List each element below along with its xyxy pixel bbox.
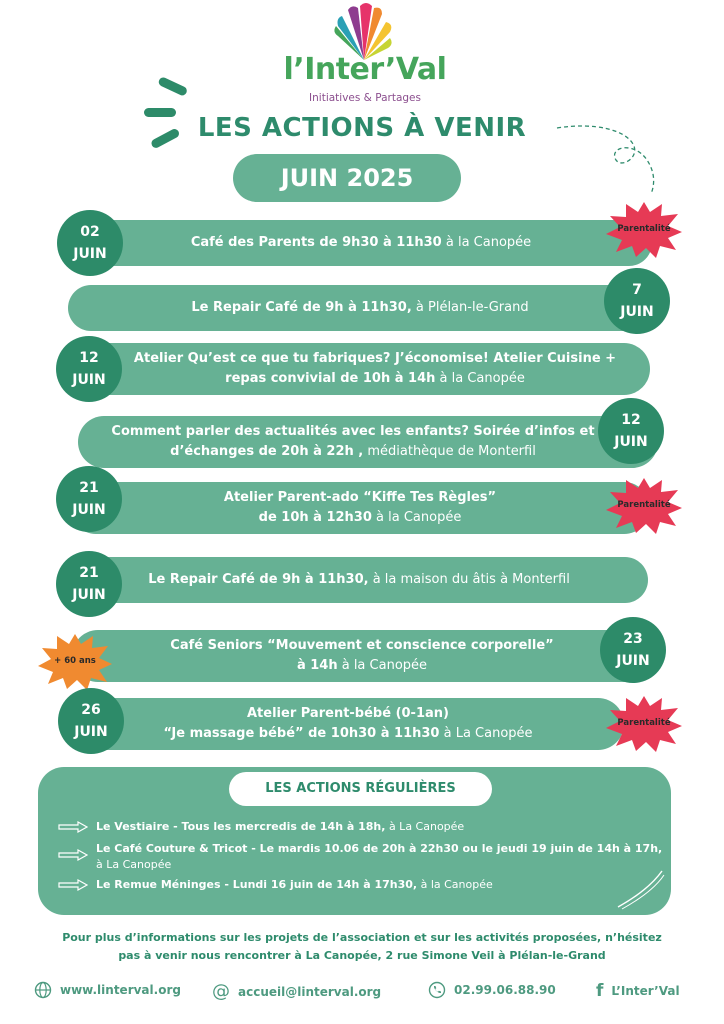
event-title: Atelier Parent-bébé (0-1an) — [247, 706, 449, 721]
regular-item-title: Le Remue Méninges - Lundi 16 juin de 14h à 17h30, — [96, 878, 418, 891]
event-title: Café Seniors “Mouvement et conscience corporelle” — [170, 638, 554, 653]
event-title: Atelier Parent-ado “Kiffe Tes Règles” — [223, 490, 497, 505]
date-day: 7 — [632, 282, 642, 298]
date-day: 12 — [621, 412, 641, 428]
at-icon: @ — [212, 981, 230, 1002]
footer-facebook[interactable] — [596, 981, 680, 1001]
event-location: à la Canopée — [441, 235, 532, 250]
date-day: 02 — [80, 224, 100, 240]
info-line: Pour plus d’informations sur les projets de l’association et sur les activités proposées, n’hésitez — [62, 931, 662, 944]
date-month: JUIN — [72, 502, 106, 518]
event-time: “Je massage bébé” de 10h30 à 11h30 — [163, 726, 440, 741]
event-bar — [78, 416, 658, 468]
date-month: JUIN — [620, 304, 654, 320]
date-day: 21 — [79, 480, 99, 496]
event-time: à 14h — [296, 658, 338, 673]
info-text — [50, 929, 674, 965]
tag-label: + 60 ans — [54, 656, 96, 666]
event-title: Le Repair Café de 9h à 11h30, — [148, 572, 369, 587]
event-title: Comment parler des actualités avec les enfants? Soirée d’infos et — [111, 424, 595, 439]
event-title: Café des Parents de 9h30 à 11h30 — [190, 235, 442, 250]
date-month: JUIN — [614, 434, 648, 450]
event-title: Atelier Qu’est ce que tu fabriques? J’économise! Atelier Cuisine + — [133, 351, 617, 366]
date-month: JUIN — [74, 724, 108, 740]
event-location: à la Canopée — [435, 371, 525, 386]
event-location: médiathèque de Monterfil — [363, 444, 536, 459]
event-time: d’échanges de 20h à 22h , — [170, 444, 364, 459]
regular-item-location: à la Canopée — [417, 878, 493, 891]
parentalite-burst — [606, 476, 682, 534]
tag-label: Parentalité — [617, 500, 671, 510]
regular-item-location: à La Canopée — [385, 820, 465, 833]
event-location: à la Canopée — [337, 658, 428, 673]
event-location: à La Canopée — [439, 726, 533, 741]
date-badge — [58, 688, 124, 754]
footer-email[interactable] — [212, 981, 381, 1002]
date-month: JUIN — [72, 372, 106, 388]
date-month: JUIN — [72, 587, 106, 603]
arrow-icon — [58, 821, 88, 833]
regular-item — [58, 841, 663, 873]
date-badge — [600, 617, 666, 683]
regular-item-title: Le Café Couture & Tricot - Le mardis 10.06 de 20h à 22h30 ou le jeudi 19 juin de 14h à 17h, — [96, 842, 663, 855]
facebook-icon: f — [596, 981, 604, 1001]
event-bar — [70, 482, 650, 534]
arrow-icon — [58, 879, 88, 891]
info-line: pas à venir nous rencontrer à La Canopée, 2 rue Simone Veil à Plélan-le-Grand — [118, 949, 606, 962]
event-bar — [70, 557, 648, 603]
phone-icon — [428, 981, 446, 999]
brand-name: l’Inter’Val — [283, 52, 447, 87]
date-badge — [57, 210, 123, 276]
event-location: à la maison du âtis à Monterfil — [368, 572, 570, 587]
page-title: LES ACTIONS À VENIR — [197, 113, 527, 143]
website-link[interactable]: www.linterval.org — [60, 983, 181, 997]
date-day: 21 — [79, 565, 99, 581]
date-badge — [56, 551, 122, 617]
seniors-burst — [38, 632, 112, 690]
event-bar — [70, 343, 650, 395]
date-day: 23 — [623, 631, 643, 647]
regular-item — [58, 877, 663, 893]
event-bar — [70, 220, 652, 266]
date-month: JUIN — [73, 246, 107, 262]
regular-item-title: Le Vestiaire - Tous les mercredis de 14h à 18h, — [96, 820, 386, 833]
regular-item-location: à La Canopée — [96, 858, 172, 871]
decorative-swoosh — [616, 867, 666, 911]
footer-phone[interactable] — [428, 981, 556, 999]
date-badge — [604, 268, 670, 334]
regular-actions-panel — [38, 767, 671, 915]
phone-number[interactable]: 02.99.06.88.90 — [454, 983, 556, 997]
event-bar — [72, 698, 624, 750]
date-month: JUIN — [616, 653, 650, 669]
date-badge — [56, 336, 122, 402]
event-time: de 10h à 12h30 — [258, 510, 372, 525]
regular-item — [58, 819, 663, 835]
event-bar — [72, 630, 652, 682]
month-pill: JUIN 2025 — [233, 154, 461, 202]
tag-label: Parentalité — [617, 718, 671, 728]
arrow-icon — [58, 849, 88, 861]
date-day: 12 — [79, 350, 99, 366]
regular-actions-title: LES ACTIONS RÉGULIÈRES — [229, 772, 492, 806]
email-link[interactable]: accueil@linterval.org — [238, 984, 382, 999]
event-bar — [68, 285, 652, 331]
event-time: repas convivial de 10h à 14h — [225, 371, 436, 386]
date-badge — [56, 466, 122, 532]
parentalite-burst — [606, 694, 682, 752]
event-title: Le Repair Café de 9h à 11h30, — [191, 300, 412, 315]
date-day: 26 — [81, 702, 101, 718]
tag-label: Parentalité — [617, 224, 671, 234]
date-badge — [598, 398, 664, 464]
facebook-link[interactable]: L’Inter’Val — [611, 984, 680, 998]
brand-tagline: Initiatives & Partages — [309, 92, 421, 104]
event-location: à Plélan-le-Grand — [411, 300, 529, 315]
logo — [260, 0, 470, 112]
parentalite-burst — [606, 200, 682, 258]
globe-icon — [34, 981, 52, 999]
footer-website[interactable] — [34, 981, 181, 999]
event-location: à la Canopée — [371, 510, 462, 525]
